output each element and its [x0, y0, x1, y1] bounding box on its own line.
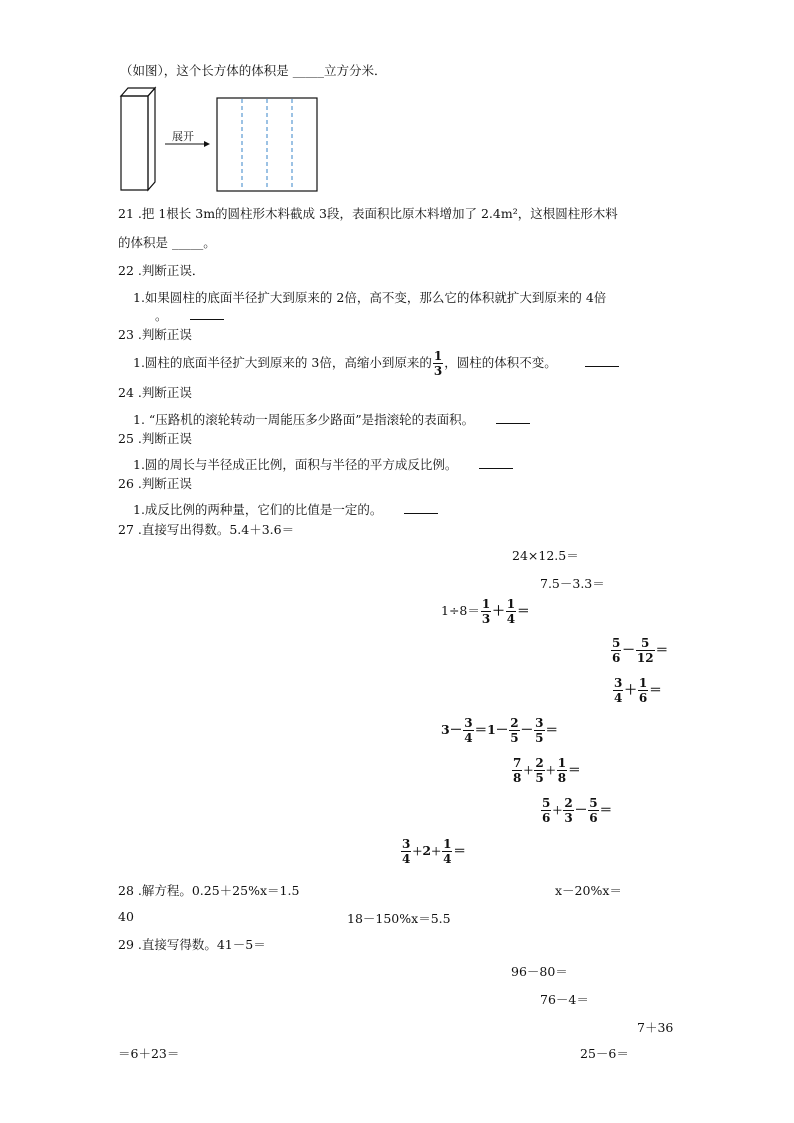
q23-frac-den: 3	[433, 364, 443, 378]
q27-expr-7: $\frac{7}{8}$ ＋ $\frac{2}{5}$ ＋ $\frac{1}{8}$ ＝	[513, 756, 581, 785]
plus-sign: ＋	[492, 603, 505, 618]
fraction-1-4: $\frac{1}{4}$	[443, 837, 452, 866]
q23-title: 23 .判断正误	[118, 327, 192, 342]
q26-item	[133, 500, 441, 518]
q22-title: 22 .判断正误．	[118, 263, 205, 278]
q21-line1: 21 .把 1根长 3m的圆柱形木料截成 3段，表面积比原木料增加了 2.4m²，这根圆柱形木料	[118, 206, 618, 221]
fraction-5-6: $\frac{5}{6}$	[612, 636, 621, 665]
fraction-1-6: $\frac{1}{6}$	[638, 676, 648, 705]
figure-label-unfold: 展开	[172, 130, 194, 143]
q22-answer-blank[interactable]	[190, 307, 224, 320]
q27-expr-8: $\frac{5}{6}$ ＋ $\frac{2}{3}$ － $\frac{5}{6}$ ＝	[542, 796, 613, 825]
q27-title: 27 .直接写出得数。5.4＋3.6＝	[118, 522, 295, 537]
q29-expr-2: 76－4＝	[540, 992, 589, 1007]
fraction-1-3: $\frac{1}{3}$	[481, 597, 491, 626]
q29-expr-5: 25－6＝	[580, 1046, 629, 1061]
q25-item	[133, 455, 516, 473]
fraction-5-6: $\frac{5}{6}$	[542, 796, 551, 825]
q27-expr-3: 1÷8＝ $\frac{1}{3}$ ＋ $\frac{1}{4}$ ＝	[441, 597, 530, 626]
q23-frac-num: 1	[433, 349, 443, 363]
q29-expr-4: ＝6＋23＝	[118, 1046, 180, 1061]
cuboid-unfold-figure	[118, 86, 323, 194]
q27-expr-6: 3－ $\frac{3}{4}$ ＝1－ $\frac{2}{5}$ － $\frac{3}{5}$ ＝	[441, 716, 559, 745]
q27-expr-2: 7.5－3.3＝	[540, 576, 605, 591]
q28-equation-3: 18－150%x＝5.5	[347, 911, 451, 926]
q24-answer-blank[interactable]	[496, 411, 530, 424]
q29-title: 29 .直接写得数。41－5＝	[118, 937, 266, 952]
equals-sign: ＝	[453, 843, 466, 858]
q29-expr-3: 7＋36	[637, 1020, 674, 1035]
q27-expr-1: 24×12.5＝	[512, 548, 579, 563]
fraction-7-8: $\frac{7}{8}$	[513, 756, 522, 785]
fraction-5-6: $\frac{5}{6}$	[589, 796, 598, 825]
q28-equation-2: x－20%x＝	[555, 883, 622, 898]
q24-item-text: 1. “压路机的滚轮转动一周能压多少路面”是指滚轮的表面积。	[133, 412, 475, 427]
fraction-5-12: $\frac{5}{12}$	[636, 636, 654, 665]
fraction-3-5: $\frac{3}{5}$	[535, 716, 544, 745]
q21-line2: 的体积是 _____。	[118, 235, 216, 250]
q27-expr-5: $\frac{3}{4}$ ＋ $\frac{1}{6}$ ＝	[614, 676, 662, 705]
q27-expr-4: $\frac{5}{6}$ － $\frac{5}{12}$ ＝	[612, 636, 669, 665]
q23-fraction	[433, 350, 443, 377]
q22-item-period: 。	[155, 308, 168, 323]
fraction-3-4: $\frac{3}{4}$	[402, 837, 411, 866]
q23-answer-blank[interactable]	[585, 354, 619, 367]
fraction-2-5: $\frac{2}{5}$	[535, 756, 544, 785]
q26-title: 26 .判断正误	[118, 476, 192, 491]
q25-answer-blank[interactable]	[479, 456, 513, 469]
q28-line2-left: 40	[118, 909, 134, 924]
q23-item-a: 1.圆柱的底面半径扩大到原来的 3倍，高缩小到原来的	[133, 355, 432, 370]
q22-item-cont	[155, 306, 227, 324]
q22-item: 1.如果圆柱的底面半径扩大到原来的 2倍，高不变，那么它的体积就扩大到原来的 4倍	[133, 290, 607, 305]
q27-expr-3-prefix: 1÷8＝	[441, 603, 480, 618]
q25-title: 25 .判断正误	[118, 431, 192, 446]
q24-item	[133, 410, 533, 428]
q28-title: 28 .解方程。0.25＋25%x＝1.5	[118, 883, 300, 898]
q29-expr-1: 96－80＝	[511, 964, 568, 979]
fraction-2-5: $\frac{2}{5}$	[510, 716, 519, 745]
fraction-2-3: $\frac{2}{3}$	[564, 796, 573, 825]
q26-answer-blank[interactable]	[404, 501, 438, 514]
q23-item-b: ，圆柱的体积不变。	[444, 355, 557, 370]
fraction-1-8: $\frac{1}{8}$	[557, 756, 567, 785]
q25-item-text: 1.圆的周长与半径成正比例，面积与半径的平方成反比例。	[133, 457, 458, 472]
q27-expr-9: $\frac{3}{4}$ ＋2＋ $\frac{1}{4}$ ＝	[402, 837, 466, 866]
fraction-3-4: $\frac{3}{4}$	[464, 716, 473, 745]
q26-item-text: 1.成反比例的两种量，它们的比值是一定的。	[133, 502, 383, 517]
q23-item	[133, 350, 622, 377]
q20-text: （如图），这个长方体的体积是 _____立方分米．	[120, 63, 387, 78]
q24-title: 24 .判断正误	[118, 385, 192, 400]
fraction-3-4: $\frac{3}{4}$	[614, 676, 623, 705]
fraction-1-4: $\frac{1}{4}$	[506, 597, 516, 626]
